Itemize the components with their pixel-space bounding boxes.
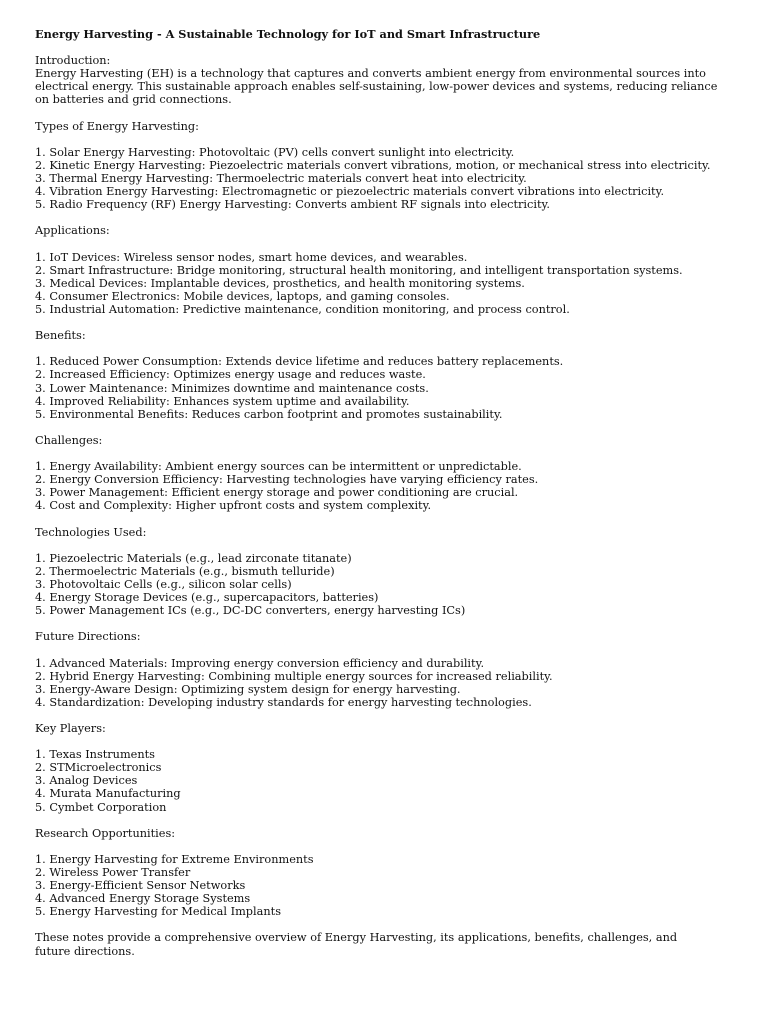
list-item: 1. Texas Instruments [35,748,155,762]
section-heading: Future Directions: [35,630,141,644]
list-item: 4. Cost and Complexity: Higher upfront costs and system complexity. [35,499,432,513]
introduction-line: electrical energy. This sustainable approach enables self-sustaining, low-power devices and systems, reducing reliance [35,80,718,94]
section [35,526,747,618]
list-item: 1. Solar Energy Harvesting: Photovoltaic (PV) cells convert sunlight into electricity. [35,145,515,159]
conclusion-line: These notes provide a comprehensive overview of Energy Harvesting, its applications, benefits, challenges, and [35,931,678,945]
list-item: 3. Analog Devices [35,774,138,788]
section-list [35,460,747,512]
introduction-section [35,54,747,106]
list-item: 1. Reduced Power Consumption: Extends device lifetime and reduces battery replacements. [35,355,564,369]
list-item: 3. Photovoltaic Cells (e.g., silicon solar cells) [35,577,292,591]
list-item: 4. Improved Reliability: Enhances system uptime and availability. [35,394,410,408]
conclusion-paragraph [35,931,747,957]
section [35,224,747,316]
section [35,120,747,212]
introduction-line: on batteries and grid connections. [35,93,232,107]
list-item: 2. Hybrid Energy Harvesting: Combining multiple energy sources for increased reliability. [35,669,553,683]
section [35,329,747,421]
list-item: 4. Vibration Energy Harvesting: Electromagnetic or piezoelectric materials convert vibrations into electricity. [35,185,665,199]
section-heading: Challenges: [35,433,103,447]
list-item: 5. Energy Harvesting for Medical Implants [35,905,281,919]
list-item: 4. Standardization: Developing industry standards for energy harvesting technologies. [35,695,532,709]
list-item: 3. Lower Maintenance: Minimizes downtime and maintenance costs. [35,381,429,395]
list-item: 1. Energy Availability: Ambient energy sources can be intermittent or unpredictable. [35,460,522,474]
list-item: 1. IoT Devices: Wireless sensor nodes, smart home devices, and wearables. [35,250,468,264]
list-item: 5. Environmental Benefits: Reduces carbon footprint and promotes sustainability. [35,407,503,421]
list-item: 3. Power Management: Efficient energy storage and power conditioning are crucial. [35,486,519,500]
section-list [35,748,747,813]
list-item: 1. Advanced Materials: Improving energy conversion efficiency and durability. [35,656,485,670]
list-item: 5. Power Management ICs (e.g., DC-DC converters, energy harvesting ICs) [35,604,466,618]
list-item: 2. Increased Efficiency: Optimizes energy usage and reduces waste. [35,368,426,382]
section-list [35,355,747,420]
section-list [35,146,747,211]
section-heading: Technologies Used: [35,525,147,539]
list-item: 2. Thermoelectric Materials (e.g., bismuth telluride) [35,564,335,578]
section-heading: Key Players: [35,721,106,735]
list-item: 4. Murata Manufacturing [35,787,181,801]
list-item: 2. Wireless Power Transfer [35,866,191,879]
list-item: 3. Thermal Energy Harvesting: Thermoelectric materials convert heat into electricity. [35,172,527,186]
section-list [35,657,747,709]
section-heading: Types of Energy Harvesting: [35,119,199,133]
section [35,434,747,513]
list-item: 5. Industrial Automation: Predictive maintenance, condition monitoring, and process control. [35,302,570,316]
list-item: 4. Consumer Electronics: Mobile devices, laptops, and gaming consoles. [35,289,450,303]
list-item: 5. Cymbet Corporation [35,800,167,814]
list-item: 3. Energy-Efficient Sensor Networks [35,879,246,893]
section-heading: Benefits: [35,329,86,343]
list-item: 2. Smart Infrastructure: Bridge monitoring, structural health monitoring, and intelligent transportation systems. [35,263,683,277]
list-item: 4. Energy Storage Devices (e.g., supercapacitors, batteries) [35,591,379,605]
introduction-heading: Introduction: [35,54,111,68]
section-list [35,552,747,617]
list-item: 5. Radio Frequency (RF) Energy Harvesting: Converts ambient RF signals into electricity. [35,198,550,212]
sections-container [35,120,747,919]
section-heading: Research Opportunities: [35,826,176,840]
section [35,630,747,709]
section-list [35,251,747,316]
list-item: 1. Energy Harvesting for Extreme Environments [35,852,314,866]
section-heading: Applications: [35,224,110,238]
section-list [35,853,747,918]
list-item: 3. Medical Devices: Implantable devices, prosthetics, and health monitoring systems. [35,276,525,290]
list-item: 3. Energy-Aware Design: Optimizing system design for energy harvesting. [35,682,461,696]
list-item: 2. STMicroelectronics [35,761,162,775]
introduction-line: Energy Harvesting (EH) is a technology that captures and converts ambient energy from environmental sources into [35,67,706,81]
list-item: 2. Kinetic Energy Harvesting: Piezoelectric materials convert vibrations, motion, or mechanical stress into electricity. [35,158,711,172]
document-body [35,28,747,971]
list-item: 4. Advanced Energy Storage Systems [35,892,251,906]
section [35,827,747,919]
list-item: 1. Piezoelectric Materials (e.g., lead zirconate titanate) [35,551,352,565]
list-item: 2. Energy Conversion Efficiency: Harvesting technologies have varying efficiency rates. [35,473,539,487]
section [35,722,747,814]
conclusion-line: future directions. [35,944,135,958]
document-title: Energy Harvesting - A Sustainable Technology for IoT and Smart Infrastructure [35,27,541,41]
